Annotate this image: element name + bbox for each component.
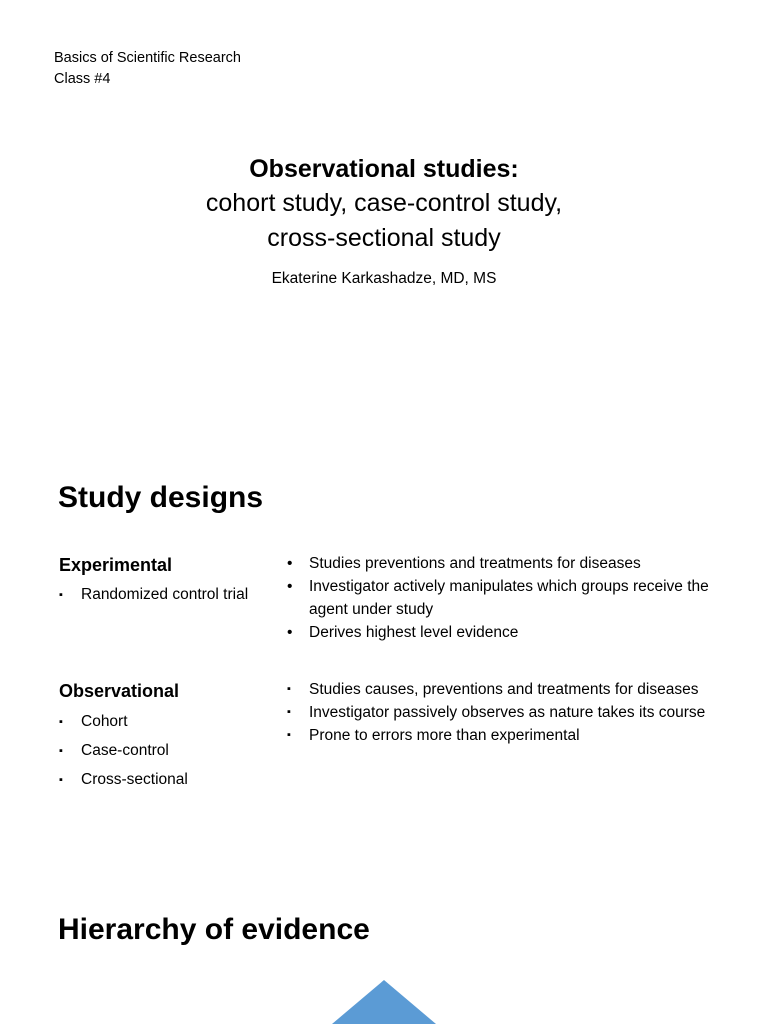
list-item: ▪ Cohort (59, 712, 188, 741)
slide-subtitle-line-2: cross-sectional study (267, 224, 501, 252)
experimental-types (59, 585, 248, 614)
evidence-pyramid (332, 980, 436, 1024)
observational-types (59, 712, 188, 799)
observational-points (287, 678, 717, 747)
title-block (0, 152, 768, 288)
study-designs-heading: Study designs (58, 481, 264, 514)
experimental-label: Experimental (59, 555, 173, 575)
list-item: • Derives highest level evidence (287, 621, 717, 644)
hierarchy-heading: Hierarchy of evidence (58, 913, 370, 946)
pyramid-apex (332, 980, 436, 1024)
slide-subtitle-line-1: cohort study, case-control study, (205, 189, 563, 217)
list-item: ▪ Studies causes, preventions and treatments for diseases (287, 678, 717, 701)
slide-title: Observational studies: (249, 155, 519, 183)
list-item: ▪ Investigator passively observes as nature takes its course (287, 701, 717, 724)
author: Ekaterine Karkashadze, MD, MS (271, 270, 497, 287)
course-name: Basics of Scientific Research (54, 50, 241, 66)
list-item: ▪ Case-control (59, 741, 188, 770)
list-item: ▪ Randomized control trial (59, 585, 248, 614)
list-item: ▪ Cross-sectional (59, 770, 188, 799)
class-number: Class #4 (54, 71, 111, 87)
list-item: ▪ Prone to errors more than experimental (287, 724, 717, 747)
list-item: • Studies preventions and treatments for diseases (287, 552, 717, 575)
observational-label: Observational (59, 681, 180, 701)
experimental-points (287, 552, 717, 644)
list-item: • Investigator actively manipulates which groups receive the agent under study (287, 575, 717, 621)
course-info (54, 48, 241, 90)
